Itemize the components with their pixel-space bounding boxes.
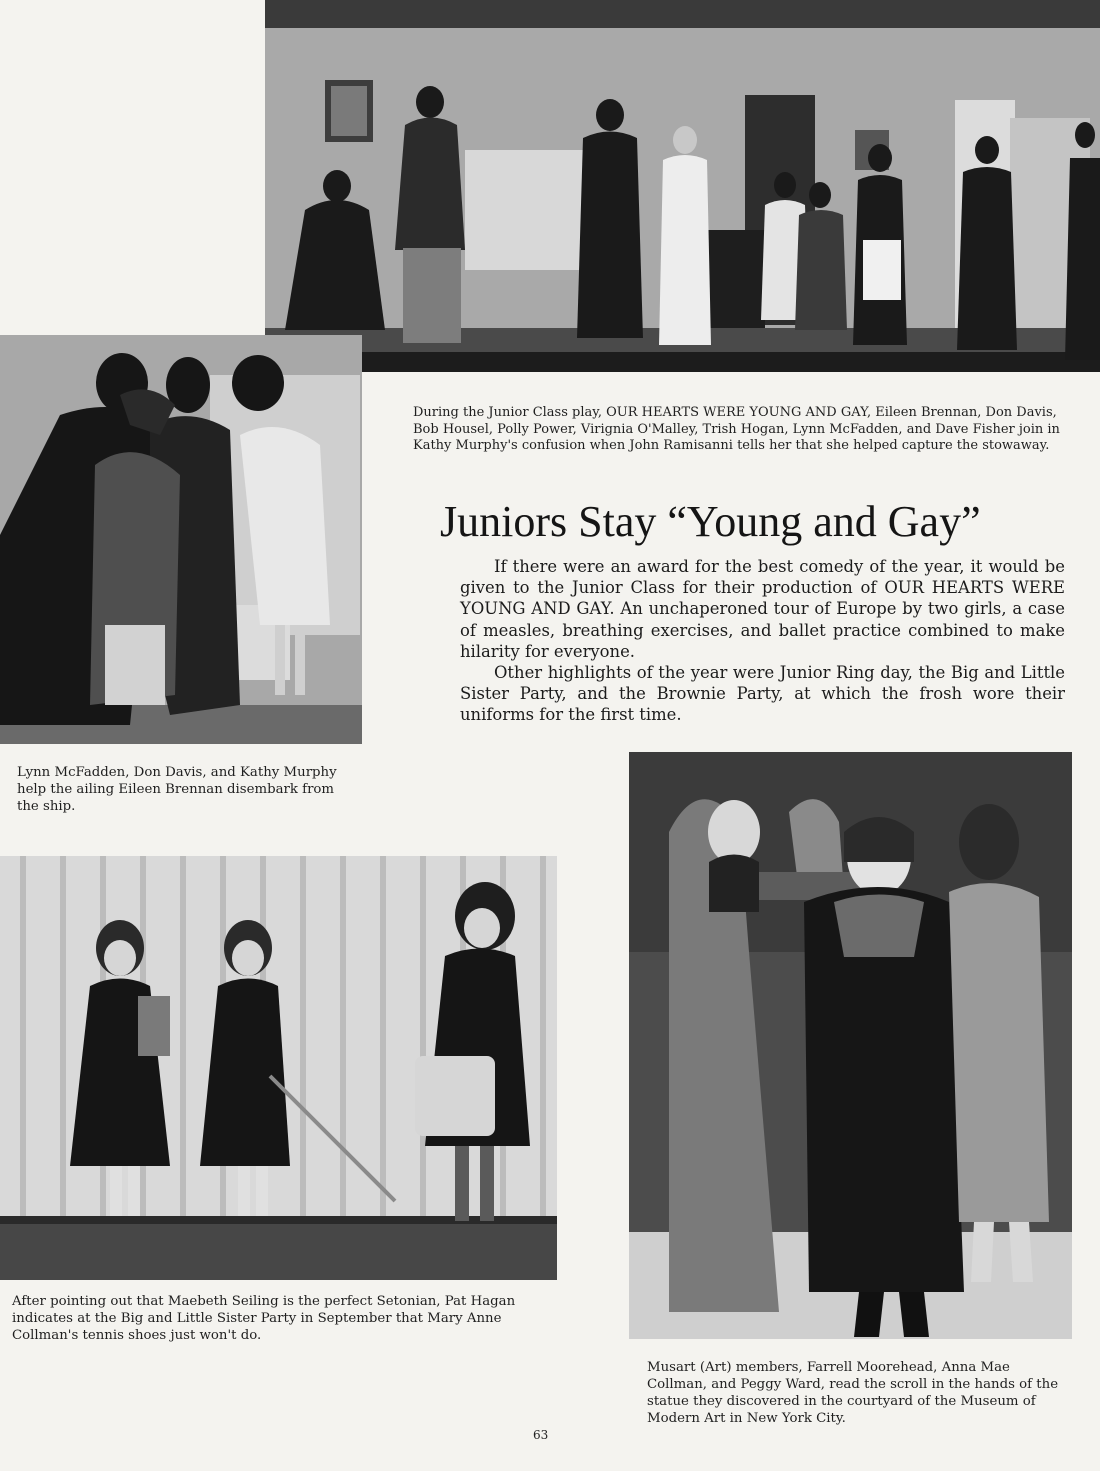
article-headline: Juniors Stay “Young and Gay” [440,497,981,546]
museum-caption: Musart (Art) members, Farrell Moorehead, Anna Mae Collman, and Peggy Ward, read the scroll in the hands of the statue they discovered in the courtyard of the Museum of Modern Art in New York City. [647,1360,1059,1426]
ship-scene-photo [0,335,362,744]
article-paragraph: If there were an award for the best comedy of the year, it would be given to the Junior Class for their production of OUR HEARTS WERE YOUNG AND GAY. An unchaperoned tour of Europe by two girls, a case of measles, breathing exercises, and ballet practice combined to make hilarity for everyone. [460,557,1065,661]
article-body [460,556,1065,726]
museum-statue-photo [629,752,1072,1339]
page-number: 63 [533,1428,549,1442]
stage-play-caption: During the Junior Class play, OUR HEARTS WERE YOUNG AND GAY, Eileen Brennan, Don Davis, Bob Housel, Polly Power, Virignia O'Malley, Trish Hogan, Lynn McFadden, and Dave Fisher join in Kathy Murphy's confusion when John Ramisanni tells her that she helped capture the stowaway. [413,405,1060,454]
ship-scene-caption: Lynn McFadden, Don Davis, and Kathy Murphy help the ailing Eileen Brennan disembark from the ship. [17,765,337,814]
article-paragraph: Other highlights of the year were Junior Ring day, the Big and Little Sister Party, and the Brownie Party, at which the frosh wore their uniforms for the first time. [460,663,1065,725]
sister-party-caption: After pointing out that Maebeth Seiling is the perfect Setonian, Pat Hagan indicates at the Big and Little Sister Party in September that Mary Anne Collman's tennis shoes just won't do. [12,1294,516,1343]
stage-play-photo [265,0,1100,372]
sister-party-photo [0,856,557,1280]
